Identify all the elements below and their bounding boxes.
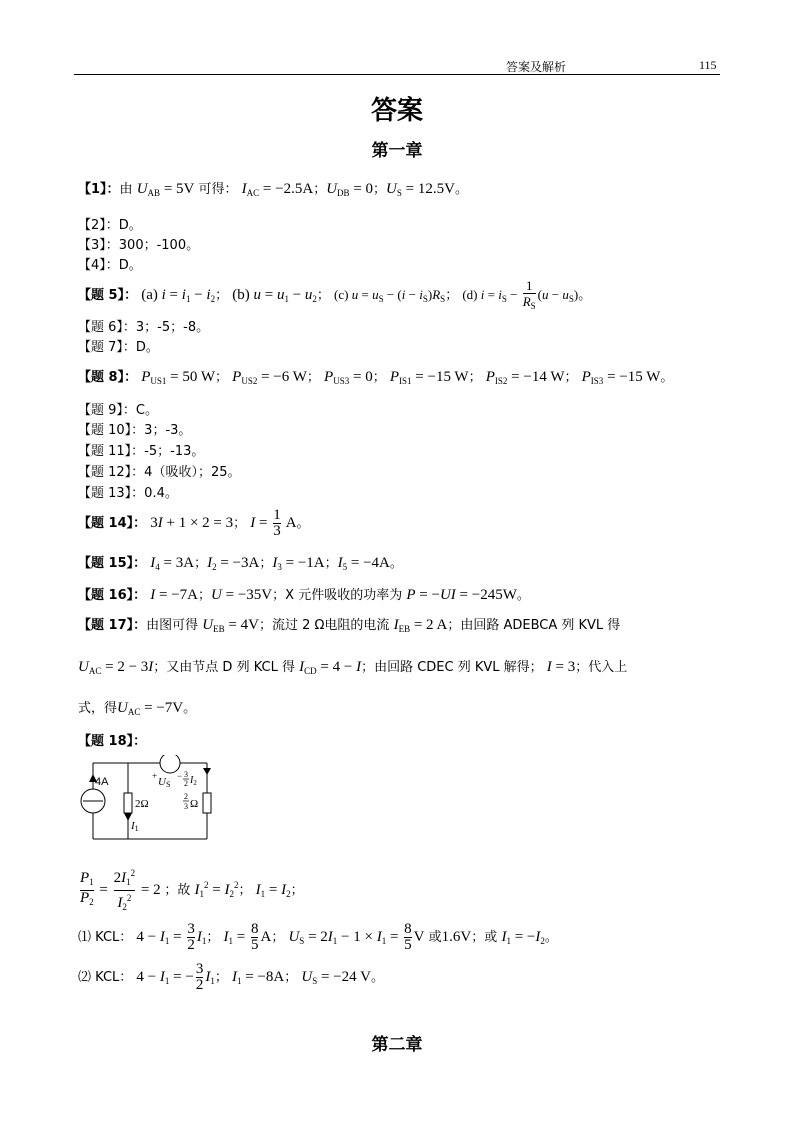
answer-12: 【题 12】：4（吸收）；25。 [78, 465, 241, 480]
answer-18-case-1: ⑴ KCL： $4 - I_1$ = $\frac{3}{2}$ $I_1$； $I_1$ = $\frac{8}{5}$ A； $U_S = 2I_1 - 1 \times I_1$ = $\frac{8}{5}$ V 或1.6V；或 $I_1 = -I_2$。 [78, 921, 558, 953]
resistor-label: 2Ω [135, 798, 149, 810]
answer-10: 【题 10】：3；-3。 [78, 423, 192, 438]
answer-6: 【题 6】：3；-5；-8。 [78, 320, 210, 335]
answer-9: 【题 9】：C。 [78, 403, 158, 418]
answer-18-label: 【题 18】： [78, 734, 147, 749]
answer-1: 【1】：由 $U_{AB} = 5V$ 可得： $I_{AC} = -2.5A$；$U_{DB} = 0$；$U_S = 12.5V$。 [78, 181, 468, 198]
svg-text:3: 3 [184, 802, 188, 811]
answer-17-line-2: $U_{AC} = 2 - 3I$；又由节点 D 列 KCL 得 $I_{CD} = 4 - I$；由回路 CDEC 列 KVL 解得； I = 3；代入上 [78, 659, 628, 676]
current-i1-label: I1 [131, 820, 139, 833]
answer-4: 【4】：D。 [78, 258, 142, 273]
answer-14: 【题 14】： 3I + 1 × 2 = 3； I = $\frac{1}{3}$ A。 [78, 507, 310, 539]
answer-7: 【题 7】：D。 [78, 340, 159, 355]
answer-17-line-3: 式，得$U_{AC} = -7V$。 [78, 700, 197, 717]
resistor-2-ohm [124, 793, 132, 813]
answer-11: 【题 11】：-5；-13。 [78, 444, 205, 459]
svg-text:+: + [152, 771, 158, 781]
answer-17-line-1: 【题 17】：由图可得 $U_{EB} = 4V$；流过 2 Ω电阻的电流 $I_{EB} = 2$ A；由回路 ADEBCA 列 KVL 得 [78, 617, 621, 634]
resistor-two-thirds-ohm [203, 793, 211, 813]
page-title: 答案 [370, 96, 423, 126]
answer-8: 【题 8】： $P_{US1} = 50$ W； $P_{US2} = -6$ W； $P_{US3} = 0$； $P_{IS1} = -15$ W； $P_{IS2} = -14$ W； $P_{IS3} = -15$ W。 [78, 369, 674, 386]
answer-15: 【题 15】： $I_4 = 3A$；$I_2 = -3A$；$I_3 = -1A$；$I_5 = -4A$。 [78, 555, 403, 572]
down-arrow-icon [203, 768, 211, 775]
chapter-1-heading: 第一章 [371, 141, 423, 161]
svg-text:2: 2 [184, 792, 188, 801]
us-label: US [158, 776, 171, 789]
svg-text:−: − [177, 771, 183, 781]
answer-3: 【3】：300；-100。 [78, 238, 200, 253]
header-section-title: 答案及解析 [506, 60, 567, 74]
answer-2: 【2】：D。 [78, 218, 142, 233]
svg-text:2: 2 [184, 779, 188, 788]
header-rule [74, 74, 720, 75]
header-page-number: 115 [699, 58, 717, 72]
answer-16: 【题 16】： I = −7A；U = −35V；X 元件吸收的功率为 P = −UI = −245W。 [78, 587, 530, 603]
answer-18-power-ratio: $\frac{P_1}{P_2}$ = $\frac{2I_1^2}{I_2^2}$ = 2 ；故 $I_1^2 = I_2^2$； $I_1 = I_2$； [78, 866, 304, 915]
svg-text:3: 3 [184, 770, 188, 779]
answer-18-case-2: ⑵ KCL： $4 - I_1$ = − $\frac{3}{2}$ $I_1$； $I_1 = -8A$； $U_S = -24$ V。 [78, 961, 384, 993]
answer-5: 【题 5】： (a) $i = i_1 - i_2$； (b) $u = u_1 - u_2$； (c) $u = u_S - (i - i_S)R_S$； (d) $i = i_S$ − $\frac{1}{R_S}$ $(u - u_S)$。 [78, 278, 591, 314]
resistor-label: Ω [190, 798, 199, 810]
source-label: 4A [95, 776, 109, 788]
dependent-source-label: $I_2$ [190, 775, 197, 787]
chapter-2-heading: 第二章 [371, 1035, 423, 1055]
circuit-diagram [80, 755, 220, 845]
answer-13: 【题 13】：0.4。 [78, 486, 178, 501]
